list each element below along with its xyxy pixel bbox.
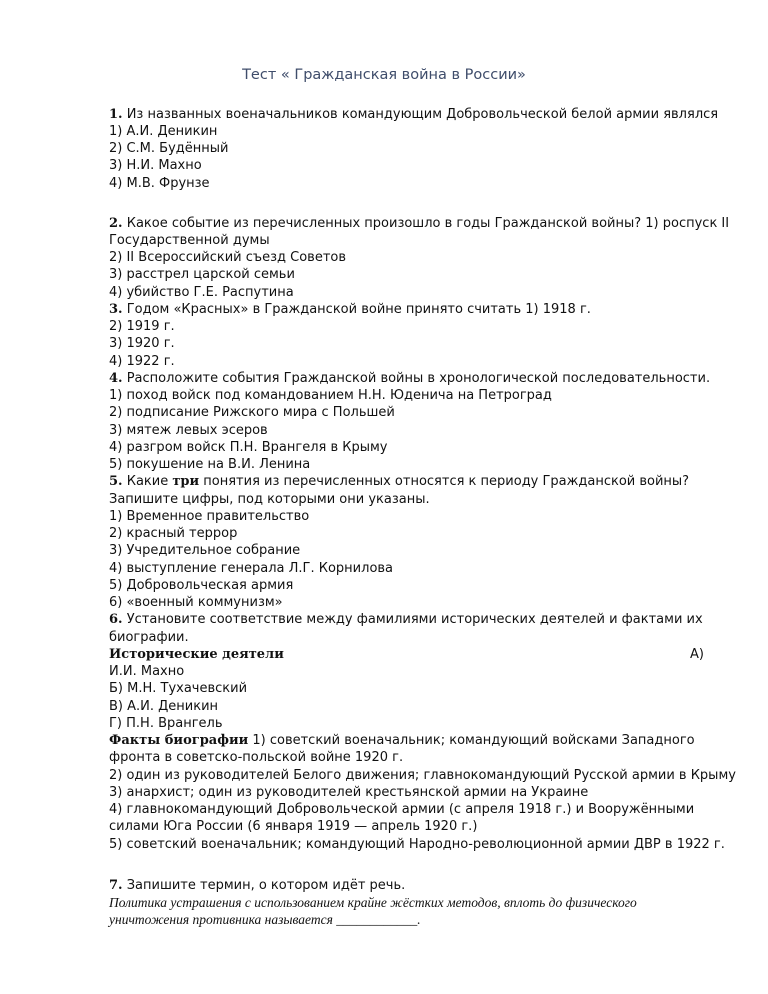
question-text: Какое событие из перечисленных произошло в годы Гражданской войны? 1) роспуск II	[122, 216, 730, 231]
option: 4) разгром войск П.Н. Врангеля в Крыму	[109, 440, 388, 455]
person-a-letter: А)	[690, 647, 704, 662]
option: 4) М.В. Фрунзе	[109, 176, 210, 191]
option: 3) Н.И. Махно	[109, 158, 202, 173]
question-text-cont: Запишите цифры, под которыми они указаны.	[109, 492, 430, 507]
question-1	[109, 106, 718, 123]
person-item: Г) П.Н. Врангель	[109, 716, 223, 731]
definition-text: уничтожения противника называется ____________.	[109, 912, 421, 927]
question-3	[109, 301, 591, 318]
fact-item: 4) главнокомандующий Добровольческой армии (с апреля 1918 г.) и Вооружёнными	[109, 802, 695, 817]
question-number: 2.	[109, 216, 123, 231]
option: 3) 1920 г.	[109, 336, 175, 351]
fact-item: силами Юга России (6 января 1919 — апрель 1920 г.)	[109, 819, 478, 834]
question-text: Установите соответствие между фамилиями исторических деятелей и фактами их	[122, 612, 703, 627]
person-item: Б) М.Н. Тухачевский	[109, 681, 248, 696]
page-title: Тест « Гражданская война в России»	[242, 67, 526, 83]
fact-item: фронта в советско-польской войне 1920 г.	[109, 750, 404, 765]
emphasis-word: три	[172, 474, 200, 489]
question-2	[109, 215, 729, 232]
option: 5) покушение на В.И. Ленина	[109, 457, 311, 472]
question-text-cont: биографии.	[109, 630, 189, 645]
person-item: В) А.И. Деникин	[109, 699, 219, 714]
question-6	[109, 611, 703, 628]
question-text: понятия из перечисленных относятся к периоду Гражданской войны?	[199, 474, 690, 489]
question-4	[109, 370, 710, 387]
option: 3) мятеж левых эсеров	[109, 423, 268, 438]
option: 4) выступление генерала Л.Г. Корнилова	[109, 561, 394, 576]
fact-item: 3) анархист; один из руководителей крестьянской армии на Украине	[109, 785, 589, 800]
question-number: 6.	[109, 612, 123, 627]
question-number: 5.	[109, 474, 123, 489]
option: 2) красный террор	[109, 526, 238, 541]
option: 1) поход войск под командованием Н.Н. Юденича на Петроград	[109, 388, 552, 403]
persons-heading: Исторические деятели	[109, 647, 284, 662]
option: 6) «военный коммунизм»	[109, 595, 283, 610]
option: 4) убийство Г.Е. Распутина	[109, 285, 294, 300]
question-number: 7.	[109, 878, 123, 893]
question-5	[109, 473, 689, 490]
fact-item: 1) советский военачальник; командующий войсками Западного	[248, 733, 695, 748]
option: 1) Временное правительство	[109, 509, 310, 524]
question-text: Расположите события Гражданской войны в хронологической последовательности.	[122, 371, 711, 386]
option: 2) С.М. Будённый	[109, 141, 229, 156]
fact-item: 5) советский военачальник; командующий Народно-революционной армии ДВР в 1922 г.	[109, 837, 725, 852]
definition-text: Политика устрашения с использованием крайне жёстких методов, вплоть до физического	[109, 895, 637, 910]
question-number: 3.	[109, 302, 123, 317]
question-number: 1.	[109, 107, 123, 122]
option: 5) Добровольческая армия	[109, 578, 294, 593]
option: 4) 1922 г.	[109, 354, 175, 369]
option: 2) подписание Рижского мира с Польшей	[109, 405, 395, 420]
question-7	[109, 877, 405, 894]
question-text: Из названных военачальников командующим Добровольческой белой армии являлся	[122, 107, 719, 122]
fact-item: 2) один из руководителей Белого движения; главнокомандующий Русской армии в Крыму	[109, 768, 736, 783]
person-item: И.И. Махно	[109, 664, 185, 679]
option: 1) А.И. Деникин	[109, 124, 218, 139]
option: 2) II Всероссийский съезд Советов	[109, 250, 347, 265]
option: 2) 1919 г.	[109, 319, 175, 334]
option: 3) Учредительное собрание	[109, 543, 301, 558]
question-text-cont: Государственной думы	[109, 233, 270, 248]
question-text: Годом «Красных» в Гражданской войне принято считать 1) 1918 г.	[122, 302, 591, 317]
facts-line-1	[109, 732, 695, 749]
question-text: Запишите термин, о котором идёт речь.	[122, 878, 406, 893]
facts-heading: Факты биографии	[109, 733, 249, 748]
question-text: Какие	[122, 474, 173, 489]
option: 3) расстрел царской семьи	[109, 267, 295, 282]
question-number: 4.	[109, 371, 123, 386]
